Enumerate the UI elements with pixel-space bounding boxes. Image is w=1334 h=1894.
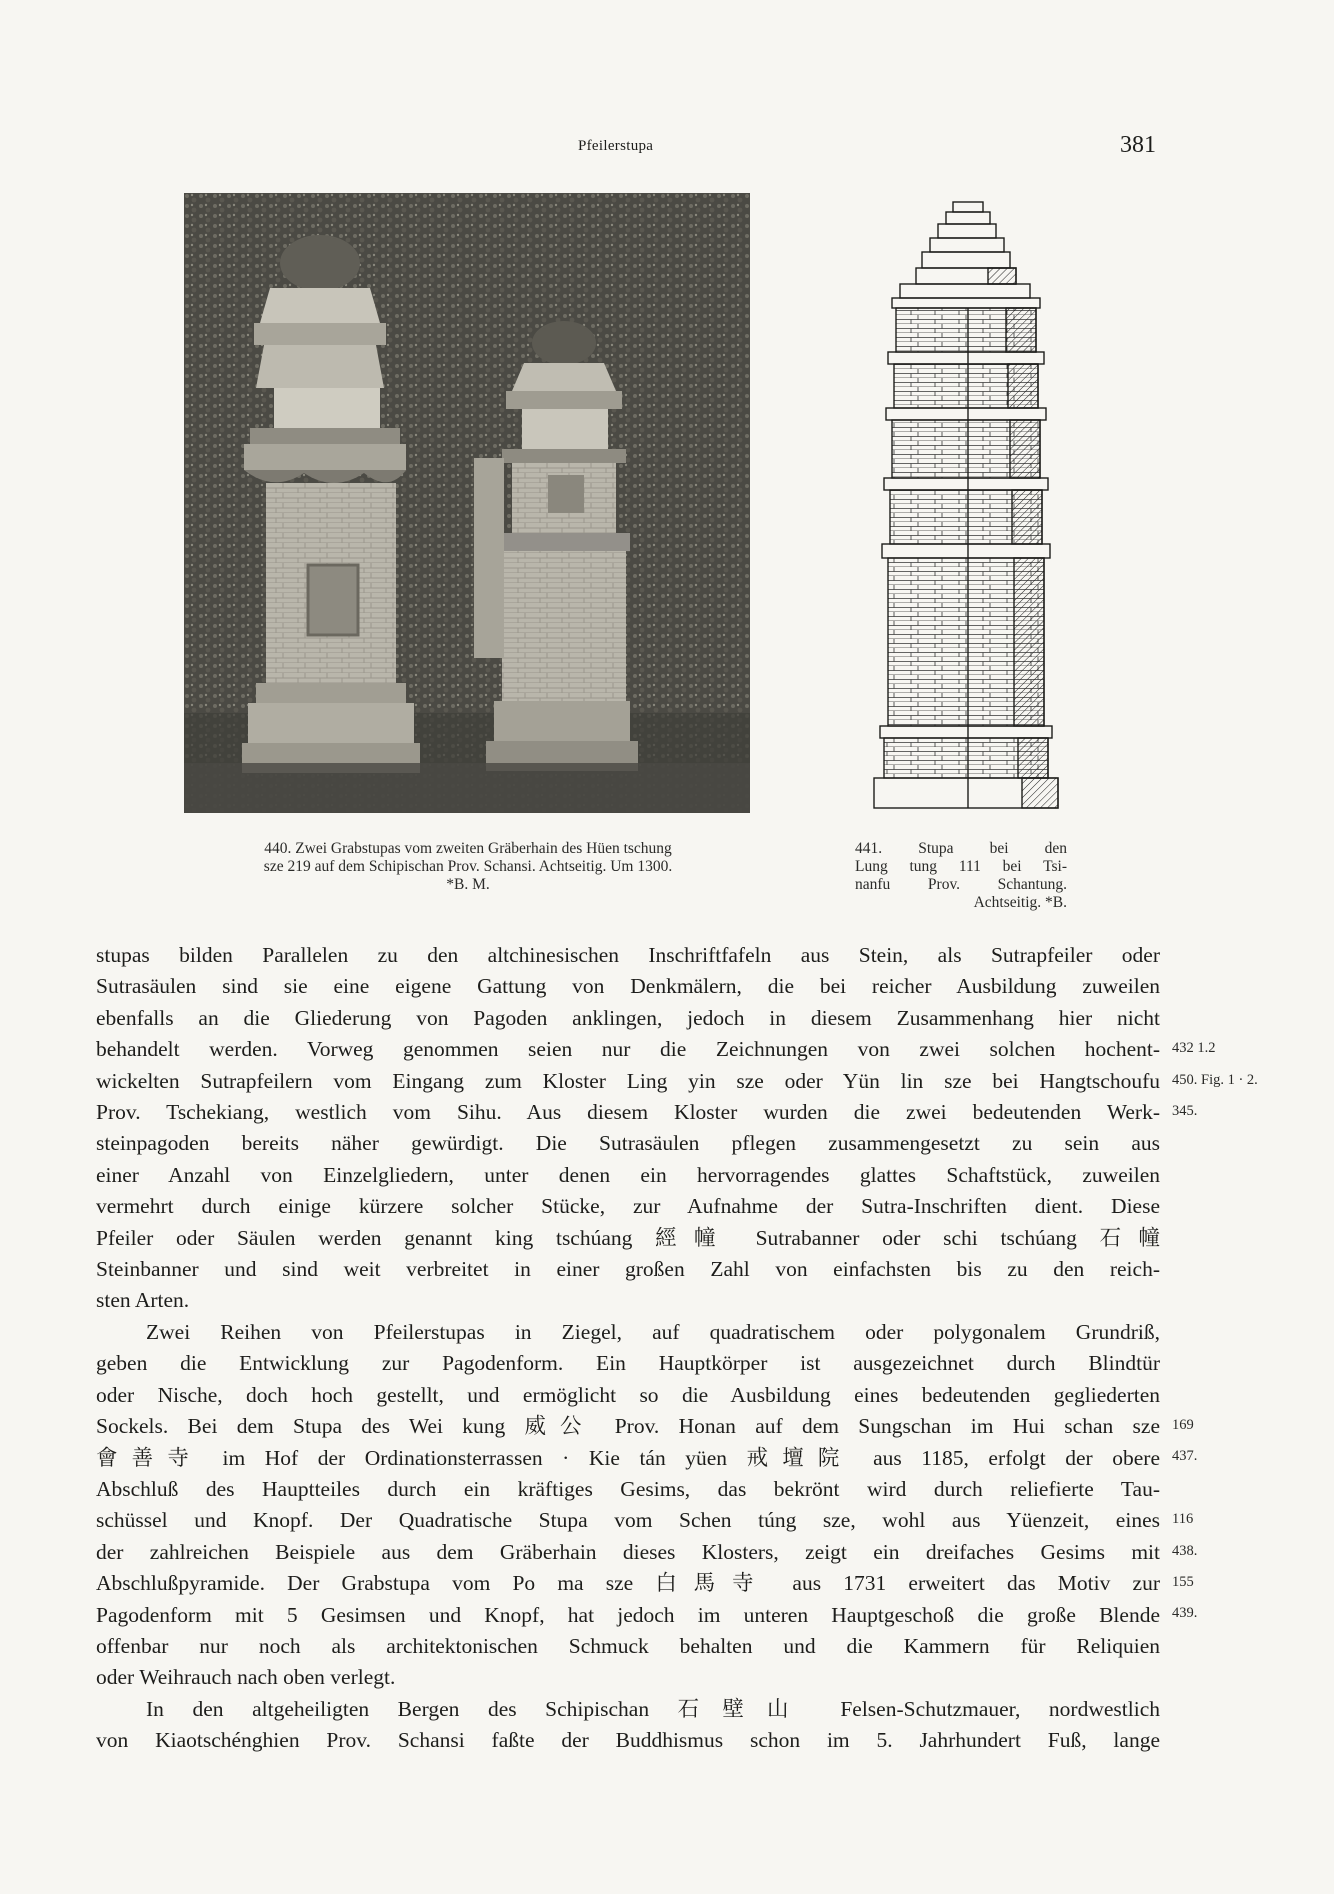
text-line: Steinbanner und sind weit verbreitet in einer großen Zahl von einfachsten bis zu den reich- <box>96 1257 1160 1282</box>
caption-line: 441. Stupa bei den <box>855 840 1067 857</box>
margin-reference: 116 <box>1172 1511 1194 1528</box>
stupa-elevation-drawing <box>858 198 1068 814</box>
figure-441-drawing <box>858 198 1068 814</box>
text-line: sten Arten. <box>96 1288 190 1313</box>
caption-line: *B. M. <box>446 876 490 893</box>
margin-reference: 169 <box>1172 1417 1194 1433</box>
text-line: Prov. Tschekiang, westlich vom Sihu. Aus diesem Kloster wurden die zwei bedeutenden Werk- <box>96 1100 1160 1125</box>
text-line: der zahlreichen Beispiele aus dem Gräberhain dieses Klosters, zeigt ein dreifaches Gesims mit <box>96 1539 1160 1564</box>
text-line: offenbar nur noch als architektonischen Schmuck behalten und die Kammern für Reliquien <box>96 1633 1160 1658</box>
text-line: behandelt werden. Vorweg genommen seien nur die Zeichnungen von zwei solchen hochent- <box>96 1037 1160 1062</box>
text-line: Abschlußpyramide. Der Grabstupa vom Po ma sze 白馬寺 aus 1731 erweitert das Motiv zur <box>96 1571 1160 1596</box>
text-line: einer Anzahl von Einzelgliedern, unter denen ein hervorragendes glattes Schaftstück, zuweilen <box>96 1162 1160 1187</box>
text-line: schüssel und Knopf. Der Quadratische Stupa vom Schen túng sze, wohl aus Yüenzeit, eines <box>96 1508 1160 1533</box>
margin-reference: 437. <box>1172 1448 1198 1465</box>
caption-line: Lung tung 111 bei Tsi- <box>855 858 1067 875</box>
margin-reference: 439. <box>1172 1605 1198 1622</box>
text-line: vermehrt durch einige kürzere solcher Stücke, zur Aufnahme der Sutra-Inschriften dient. Diese <box>96 1194 1160 1219</box>
text-line: oder Weihrauch nach oben verlegt. <box>96 1665 396 1690</box>
figure-441-caption <box>855 840 1067 912</box>
figure-440-photo <box>184 193 750 813</box>
text-line: steinpagoden bereits näher gewürdigt. Die Sutrasäulen pflegen zusammengesetzt zu sein aus <box>96 1131 1160 1156</box>
text-line: wickelten Sutrapfeilern vom Eingang zum Kloster Ling yin sze oder Yün lin sze bei Hangtschoufu <box>96 1068 1160 1093</box>
margin-reference: 438. <box>1172 1542 1198 1559</box>
margin-reference: 450. Fig. 1 · 2. <box>1172 1071 1258 1088</box>
text-line: von Kiaotschénghien Prov. Schansi faßte der Buddhismus schon im 5. Jahrhundert Fuß, lange <box>96 1728 1160 1753</box>
text-line: Pfeiler oder Säulen werden genannt king tschúang 經幢 Sutrabanner oder schi tschúang 石幢 <box>96 1225 1160 1250</box>
text-line: Pagodenform mit 5 Gesimsen und Knopf, hat jedoch im unteren Hauptgeschoß die große Blende <box>96 1602 1160 1627</box>
page-number: 381 <box>1120 132 1156 158</box>
caption-line: nanfu Prov. Schantung. <box>855 876 1067 893</box>
running-head: Pfeilerstupa <box>578 138 654 154</box>
text-line: In den altgeheiligten Bergen des Schipischan 石壁山 Felsen-Schutzmauer, nordwestlich <box>146 1696 1160 1721</box>
text-line: Abschluß des Hauptteiles durch ein kräftiges Gesims, das bekrönt wird durch reliefierte Tau- <box>96 1476 1160 1501</box>
text-line: Sockels. Bei dem Stupa des Wei kung 威公 Prov. Honan auf dem Sungschan im Hui schan sze <box>96 1414 1160 1439</box>
margin-reference: 432 1.2 <box>1172 1040 1216 1057</box>
text-line: ebenfalls an die Gliederung von Pagoden anklingen, jedoch in diesem Zusammenhang hier nicht <box>96 1005 1160 1030</box>
margin-reference: 345. <box>1172 1103 1198 1119</box>
text-line: stupas bilden Parallelen zu den altchinesischen Inschriftfafeln aus Stein, als Sutrapfeiler oder <box>96 943 1160 967</box>
figure-440-caption <box>176 840 760 894</box>
text-line: oder Nische, doch hoch gestellt, und ermöglicht so die Ausbildung eines bedeutenden gegliederten <box>96 1382 1160 1407</box>
text-line: Sutrasäulen sind sie eine eigene Gattung von Denkmälern, die bei reicher Ausbildung zuweilen <box>96 974 1160 999</box>
caption-line: sze 219 auf dem Schipischan Prov. Schansi. Achtseitig. Um 1300. <box>263 858 673 875</box>
caption-line: Achtseitig. *B. <box>973 894 1067 911</box>
margin-reference: 155 <box>1172 1574 1194 1590</box>
grave-stupas-photo-illustration <box>184 193 750 813</box>
text-line: geben die Entwicklung zur Pagodenform. Ein Hauptkörper ist ausgezeichnet durch Blindtür <box>96 1351 1160 1376</box>
text-line: 會善寺 im Hof der Ordinationsterrassen · Kie tán yüen 戒壇院 aus 1185, erfolgt der obere <box>96 1445 1160 1470</box>
caption-line: 440. Zwei Grabstupas vom zweiten Gräberhain des Hüen tschung <box>264 840 672 857</box>
text-line: Zwei Reihen von Pfeilerstupas in Ziegel, auf quadratischem oder polygonalem Grundriß, <box>146 1319 1160 1344</box>
body-text <box>96 940 1160 1757</box>
